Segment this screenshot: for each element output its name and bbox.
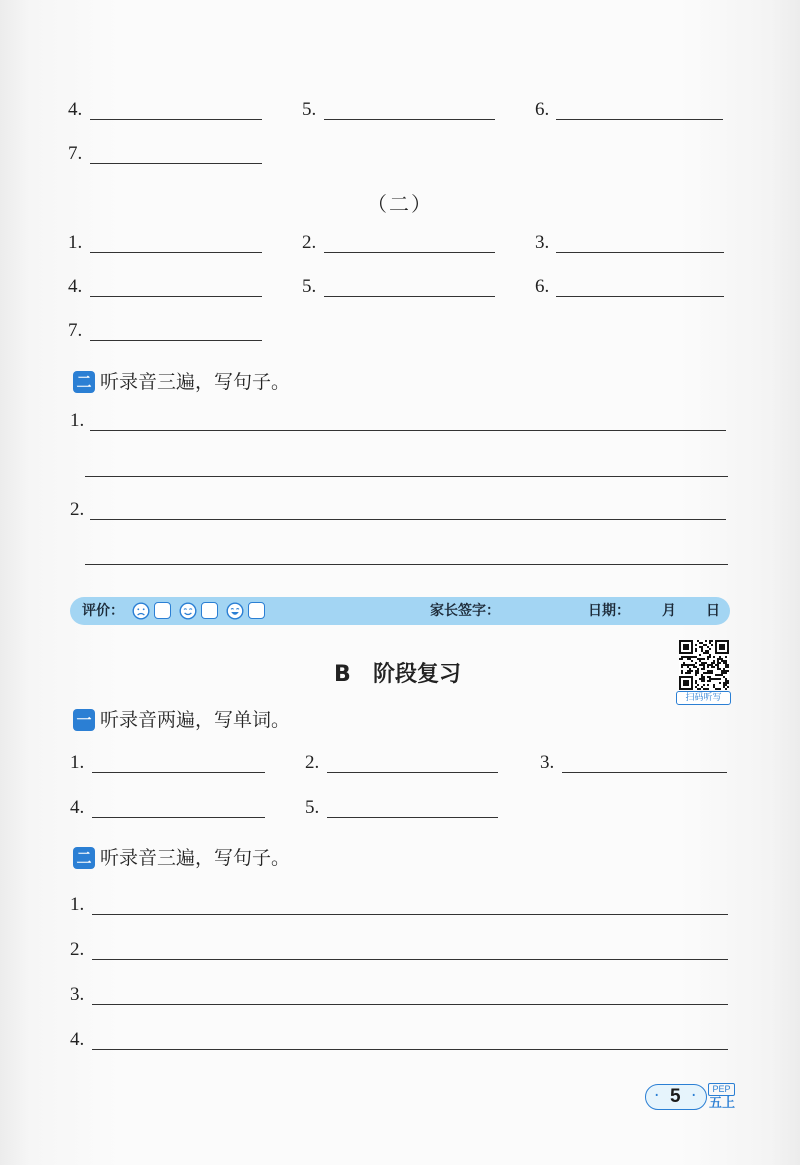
item-number: 1. xyxy=(70,410,85,431)
answer-line xyxy=(85,564,728,565)
answer-row xyxy=(0,320,800,344)
qr-code-icon xyxy=(679,640,729,690)
answer-line xyxy=(85,476,728,477)
subsection-heading: （二） xyxy=(367,194,433,216)
qr-code xyxy=(676,638,731,706)
answer-line xyxy=(324,252,495,253)
item-number: 2. xyxy=(70,499,85,520)
grade-label: 五上 xyxy=(708,1096,735,1111)
page-number: 5 xyxy=(670,1086,681,1107)
item-number: 5. xyxy=(302,276,317,297)
answer-line xyxy=(556,296,724,297)
evaluation-label: 评价： xyxy=(82,603,124,619)
item-number: 1. xyxy=(70,894,85,915)
item-number: 3. xyxy=(70,984,85,1005)
item-number: 2. xyxy=(305,752,320,773)
item-number: 2. xyxy=(302,232,317,253)
dot-left: · xyxy=(654,1086,660,1106)
item-number: 3. xyxy=(535,232,550,253)
answer-row xyxy=(0,143,800,167)
item-number: 4. xyxy=(68,99,83,120)
answer-line xyxy=(90,340,262,341)
dot-right: · xyxy=(691,1086,697,1106)
page-title: 阶段复习 xyxy=(373,662,462,687)
answer-line xyxy=(90,519,726,520)
answer-line xyxy=(324,296,495,297)
task-badge: 二 xyxy=(73,847,95,869)
part-letter: B xyxy=(334,662,351,687)
answer-line xyxy=(90,296,262,297)
page-number-badge xyxy=(645,1084,707,1110)
series-label: PEP xyxy=(708,1083,735,1096)
rating-box xyxy=(248,602,265,619)
answer-line xyxy=(556,119,723,120)
answer-line xyxy=(92,1004,728,1005)
sentence-row xyxy=(0,894,800,918)
month-label: 月 xyxy=(662,603,676,619)
task-badge: 一 xyxy=(73,709,95,731)
item-number: 2. xyxy=(70,939,85,960)
answer-line xyxy=(562,772,727,773)
rating-box xyxy=(201,602,218,619)
answer-line xyxy=(327,817,498,818)
answer-line xyxy=(90,163,262,164)
task-instruction: 听录音两遍，写单词。 xyxy=(100,709,291,731)
item-number: 5. xyxy=(302,99,317,120)
sad-face-icon xyxy=(132,602,150,620)
task-instruction: 听录音三遍，写句子。 xyxy=(100,847,291,869)
sentence-row xyxy=(0,984,800,1008)
item-number: 5. xyxy=(305,797,320,818)
parent-signature-label: 家长签字： xyxy=(430,603,500,619)
laugh-face-icon xyxy=(226,602,244,620)
item-number: 4. xyxy=(68,276,83,297)
qr-caption: 扫码听写 xyxy=(676,691,731,705)
item-number: 3. xyxy=(540,752,555,773)
sentence-row xyxy=(0,939,800,963)
answer-line xyxy=(92,772,265,773)
answer-line xyxy=(327,772,498,773)
task-badge: 二 xyxy=(73,371,95,393)
item-number: 7. xyxy=(68,143,83,164)
answer-line xyxy=(92,914,728,915)
answer-line xyxy=(556,252,724,253)
item-number: 6. xyxy=(535,276,550,297)
answer-row xyxy=(0,276,800,300)
smile-face-icon xyxy=(179,602,197,620)
item-number: 4. xyxy=(70,1029,85,1050)
item-number: 4. xyxy=(70,797,85,818)
answer-row xyxy=(0,797,800,821)
answer-line xyxy=(90,252,262,253)
task-instruction: 听录音三遍，写句子。 xyxy=(100,371,291,393)
answer-row xyxy=(0,99,800,123)
date-label: 日期： xyxy=(588,603,630,619)
item-number: 7. xyxy=(68,320,83,341)
evaluation-bar xyxy=(70,597,730,625)
answer-line xyxy=(90,430,726,431)
sentence-row xyxy=(0,1029,800,1053)
day-label: 日 xyxy=(706,603,720,619)
item-number: 1. xyxy=(70,752,85,773)
sentence-row xyxy=(0,499,800,523)
answer-row xyxy=(0,752,800,776)
item-number: 1. xyxy=(68,232,83,253)
sentence-row xyxy=(0,410,800,434)
answer-line xyxy=(324,119,495,120)
answer-line xyxy=(92,1049,728,1050)
rating-box xyxy=(154,602,171,619)
item-number: 6. xyxy=(535,99,550,120)
answer-row xyxy=(0,232,800,256)
answer-line xyxy=(92,817,265,818)
answer-line xyxy=(92,959,728,960)
answer-line xyxy=(90,119,262,120)
